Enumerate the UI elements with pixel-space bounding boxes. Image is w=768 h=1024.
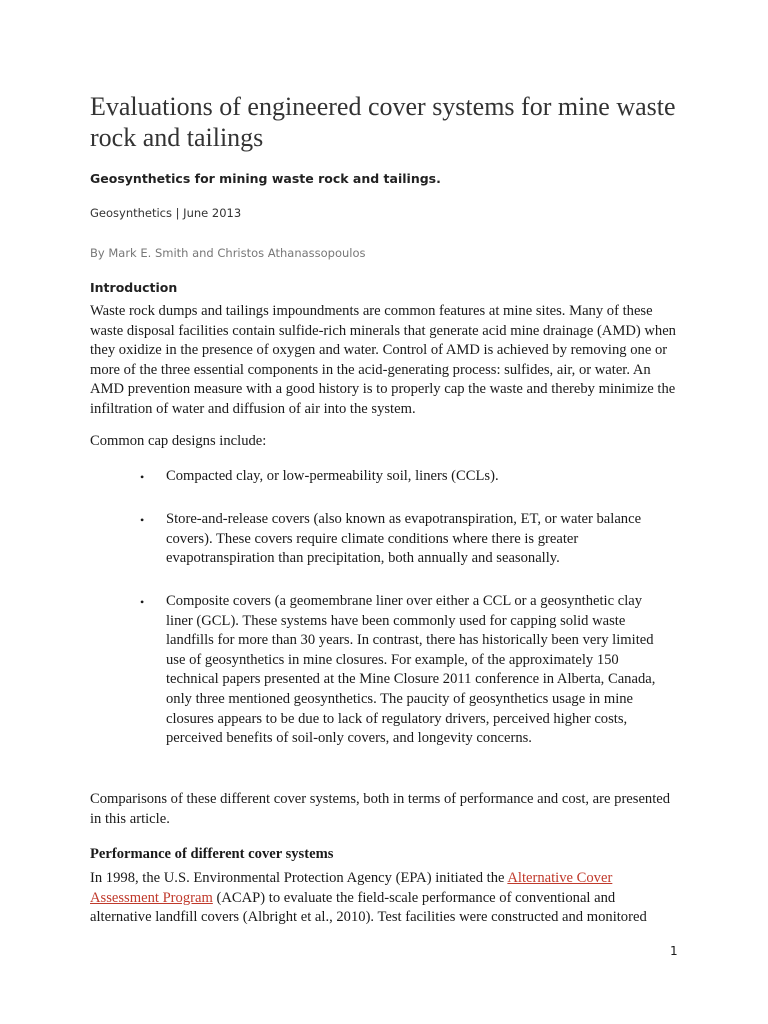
performance-paragraph: [90, 869, 680, 928]
comparison-paragraph: Comparisons of these different cover systems, both in terms of performance and cost, are presented in this article.: [90, 791, 671, 827]
bullet-item: Compacted clay, or low-permeability soil, liners (CCLs).: [166, 468, 499, 484]
introduction-heading: Introduction: [90, 280, 178, 295]
acap-link[interactable]: Alternative Cover Assessment Program: [90, 870, 613, 906]
publication-info: Geosynthetics | June 2013: [90, 206, 242, 220]
performance-text-end: (ACAP) to evaluate the field-scale performance of conventional and alternative landfill covers (Albright et al., 2010). Test facilities were constructed and monitored: [90, 889, 647, 926]
performance-text-start: In 1998, the U.S. Environmental Protection Agency (EPA) initiated the: [90, 870, 508, 886]
bullet-item: Composite covers (a geomembrane liner over either a CCL or a geosynthetic clay liner (GCL). These systems have been commonly used for capping solid waste landfills for more than 30 years. In contrast, there has historically been very limited use of geosynthetics in mine closures. For example, of the approximately 150 technical papers presented at the Mine Closure 2011 conference in Alberta, Canada, only three mentioned geosynthetics. The paucity of geosynthetics usage in mine closures appears to be due to lack of regulatory drivers, perceived higher costs, perceived benefits of soil-only covers, and longevity concerns.: [166, 593, 656, 747]
performance-heading: Performance of different cover systems: [90, 846, 334, 862]
cap-designs-intro: Common cap designs include:: [90, 433, 267, 449]
bullet-marker: •: [140, 513, 145, 527]
bullet-item: Store-and-release covers (also known as evapotranspiration, ET, or water balance covers). These covers require climate conditions where there is greater evapotranspiration than precipitation, both annually and seasonally.: [166, 511, 642, 567]
author-byline: By Mark E. Smith and Christos Athanassopoulos: [90, 246, 366, 260]
introduction-paragraph: Waste rock dumps and tailings impoundments are common features at mine sites. Many of these waste disposal facilities contain sulfide-rich minerals that generate acid mine drainage (AMD) when they oxidize in the presence of oxygen and water. Control of AMD is achieved by removing one or more of the three essential components in the acid-generating process: sulfides, air, or water. An AMD prevention measure with a good history is to properly cap the waste and thereby minimize the infiltration of water and diffusion of air into the system.: [90, 303, 676, 417]
page-number: 1: [670, 944, 678, 958]
article-title: Evaluations of engineered cover systems for mine waste rock and tailings: [90, 92, 676, 152]
bullet-marker: •: [140, 595, 145, 609]
bullet-marker: •: [140, 470, 145, 484]
article-subtitle: Geosynthetics for mining waste rock and tailings.: [90, 171, 441, 186]
